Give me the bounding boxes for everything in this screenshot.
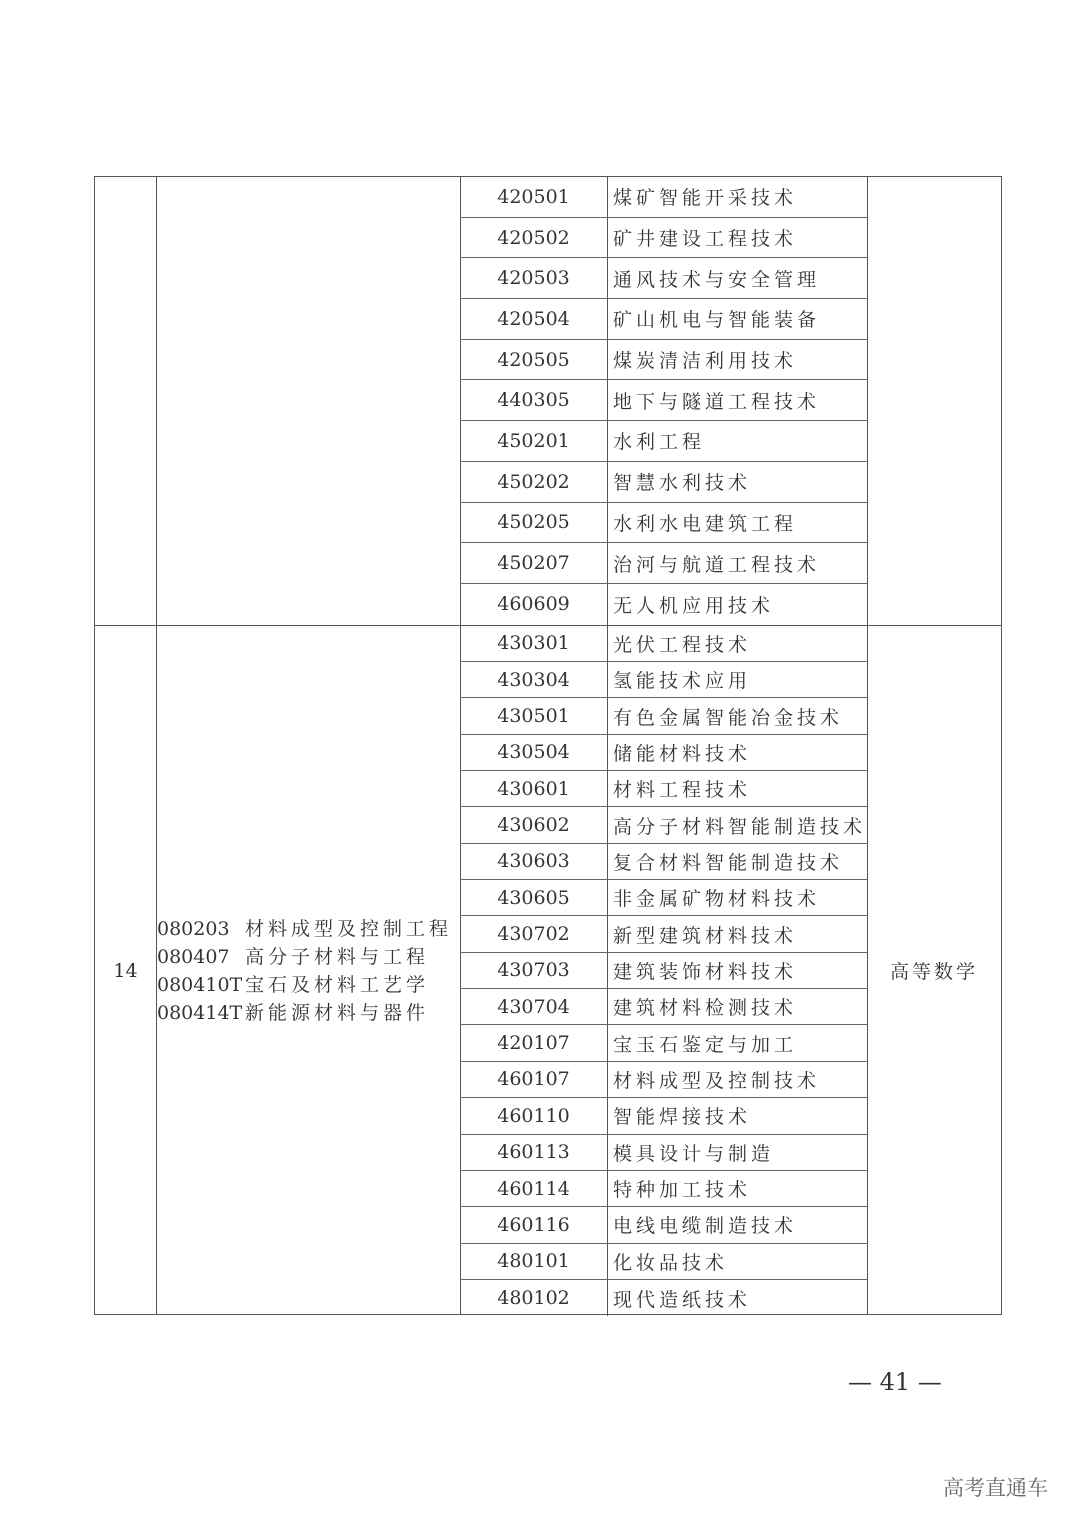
major-name: 无人机应用技术 xyxy=(613,594,775,617)
major-code: 430601 xyxy=(460,771,608,806)
major-code: 430704 xyxy=(460,989,608,1024)
major-code: 460116 xyxy=(460,1207,608,1242)
table-row xyxy=(460,1171,867,1207)
table-row xyxy=(460,989,867,1025)
major-name: 矿山机电与智能装备 xyxy=(613,309,821,332)
table-row xyxy=(460,299,867,340)
table-row xyxy=(460,421,867,462)
table-row xyxy=(460,503,867,544)
major-name: 材料成型及控制技术 xyxy=(613,1069,821,1092)
table-row xyxy=(460,218,867,259)
major-name: 煤炭清洁利用技术 xyxy=(613,350,798,373)
major-code: 430304 xyxy=(460,662,608,697)
major-code: 430501 xyxy=(460,698,608,733)
major-code: 430301 xyxy=(460,626,608,661)
major-name: 智慧水利技术 xyxy=(613,472,752,495)
group-index xyxy=(95,177,157,625)
vocational-majors-list xyxy=(460,626,868,1316)
exam-subject xyxy=(867,177,1001,625)
table-group xyxy=(95,625,1001,1316)
major-name: 建筑材料检测技术 xyxy=(613,997,798,1020)
major-name: 高分子材料智能制造技术 xyxy=(613,815,867,838)
table-row xyxy=(460,916,867,952)
undergrad-majors-cell xyxy=(156,626,461,1316)
major-code: 430703 xyxy=(460,953,608,988)
major-code: 480102 xyxy=(460,1280,608,1316)
table-row xyxy=(460,340,867,381)
table-row xyxy=(460,735,867,771)
undergrad-major xyxy=(156,915,460,943)
major-code: 420502 xyxy=(460,218,608,258)
table-row xyxy=(460,462,867,503)
major-code: 430602 xyxy=(460,807,608,842)
major-code: 460114 xyxy=(460,1171,608,1206)
table-row xyxy=(460,1098,867,1134)
major-name: 复合材料智能制造技术 xyxy=(613,851,844,874)
undergrad-major-name: 材料成型及控制工程 xyxy=(245,917,453,940)
table-group xyxy=(95,177,1001,625)
major-name: 光伏工程技术 xyxy=(613,633,752,656)
table-row xyxy=(460,177,867,218)
major-name: 非金属矿物材料技术 xyxy=(613,888,821,911)
table-row xyxy=(460,626,867,662)
major-name: 宝玉石鉴定与加工 xyxy=(613,1033,798,1056)
major-code: 430605 xyxy=(460,880,608,915)
major-name: 有色金属智能冶金技术 xyxy=(613,706,844,729)
major-name: 煤矿智能开采技术 xyxy=(613,187,798,210)
major-code: 460110 xyxy=(460,1098,608,1133)
watermark: 高考直通车 xyxy=(943,1476,1048,1500)
table-row xyxy=(460,662,867,698)
major-name: 水利水电建筑工程 xyxy=(613,512,798,535)
undergrad-major-name: 新能源材料与器件 xyxy=(245,1001,430,1024)
vocational-majors-list xyxy=(460,177,868,625)
major-code: 450205 xyxy=(460,503,608,543)
table-row xyxy=(460,258,867,299)
major-name: 地下与隧道工程技术 xyxy=(613,390,821,413)
table-row xyxy=(460,543,867,584)
table-row xyxy=(460,584,867,625)
exam-subject: 高等数学 xyxy=(889,961,978,983)
major-name: 模具设计与制造 xyxy=(613,1142,775,1165)
major-code: 440305 xyxy=(460,380,608,420)
major-code: 420503 xyxy=(460,258,608,298)
major-code: 480101 xyxy=(460,1244,608,1279)
table-row xyxy=(460,1244,867,1280)
major-code: 460113 xyxy=(460,1135,608,1170)
table-row xyxy=(460,698,867,734)
major-name: 材料工程技术 xyxy=(613,779,752,802)
major-name: 建筑装饰材料技术 xyxy=(613,960,798,983)
major-code: 450202 xyxy=(460,462,608,502)
major-code: 450207 xyxy=(460,543,608,583)
undergrad-majors-cell xyxy=(156,177,461,625)
major-name: 储能材料技术 xyxy=(613,742,752,765)
major-code: 430702 xyxy=(460,916,608,951)
undergrad-major xyxy=(156,971,460,999)
majors-table xyxy=(94,176,1002,1315)
table-row xyxy=(460,1062,867,1098)
major-code: 430504 xyxy=(460,735,608,770)
undergrad-major-code: 080203 xyxy=(157,917,230,940)
undergrad-major xyxy=(156,999,460,1027)
major-code: 430603 xyxy=(460,844,608,879)
major-name: 通风技术与安全管理 xyxy=(613,268,821,291)
table-row xyxy=(460,807,867,843)
major-code: 450201 xyxy=(460,421,608,461)
table-row xyxy=(460,771,867,807)
table-row xyxy=(460,1025,867,1061)
undergrad-major xyxy=(156,943,460,971)
undergrad-major-code: 080407 xyxy=(157,945,230,968)
table-row xyxy=(460,1207,867,1243)
table-row xyxy=(460,880,867,916)
major-code: 420504 xyxy=(460,299,608,339)
major-name: 矿井建设工程技术 xyxy=(613,228,798,251)
group-index: 14 xyxy=(95,626,157,1316)
major-name: 智能焊接技术 xyxy=(613,1106,752,1129)
undergrad-major-name: 高分子材料与工程 xyxy=(245,945,430,968)
major-code: 420107 xyxy=(460,1025,608,1060)
major-name: 特种加工技术 xyxy=(613,1179,752,1202)
major-name: 水利工程 xyxy=(613,431,706,454)
page-number: — 41 — xyxy=(848,1368,942,1396)
undergrad-major-code: 080414T xyxy=(157,1001,243,1024)
major-name: 新型建筑材料技术 xyxy=(613,924,798,947)
major-name: 化妆品技术 xyxy=(613,1251,729,1274)
table-row xyxy=(460,1135,867,1171)
table-row xyxy=(460,380,867,421)
major-code: 420501 xyxy=(460,177,608,217)
major-name: 治河与航道工程技术 xyxy=(613,553,821,576)
major-code: 460107 xyxy=(460,1062,608,1097)
undergrad-major-name: 宝石及材料工艺学 xyxy=(245,973,430,996)
table-row xyxy=(460,1280,867,1316)
undergrad-major-code: 080410T xyxy=(157,973,243,996)
major-name: 电线电缆制造技术 xyxy=(613,1215,798,1238)
table-row xyxy=(460,953,867,989)
table-row xyxy=(460,844,867,880)
major-code: 420505 xyxy=(460,340,608,380)
major-name: 氢能技术应用 xyxy=(613,670,752,693)
major-code: 460609 xyxy=(460,584,608,625)
major-name: 现代造纸技术 xyxy=(613,1288,752,1311)
